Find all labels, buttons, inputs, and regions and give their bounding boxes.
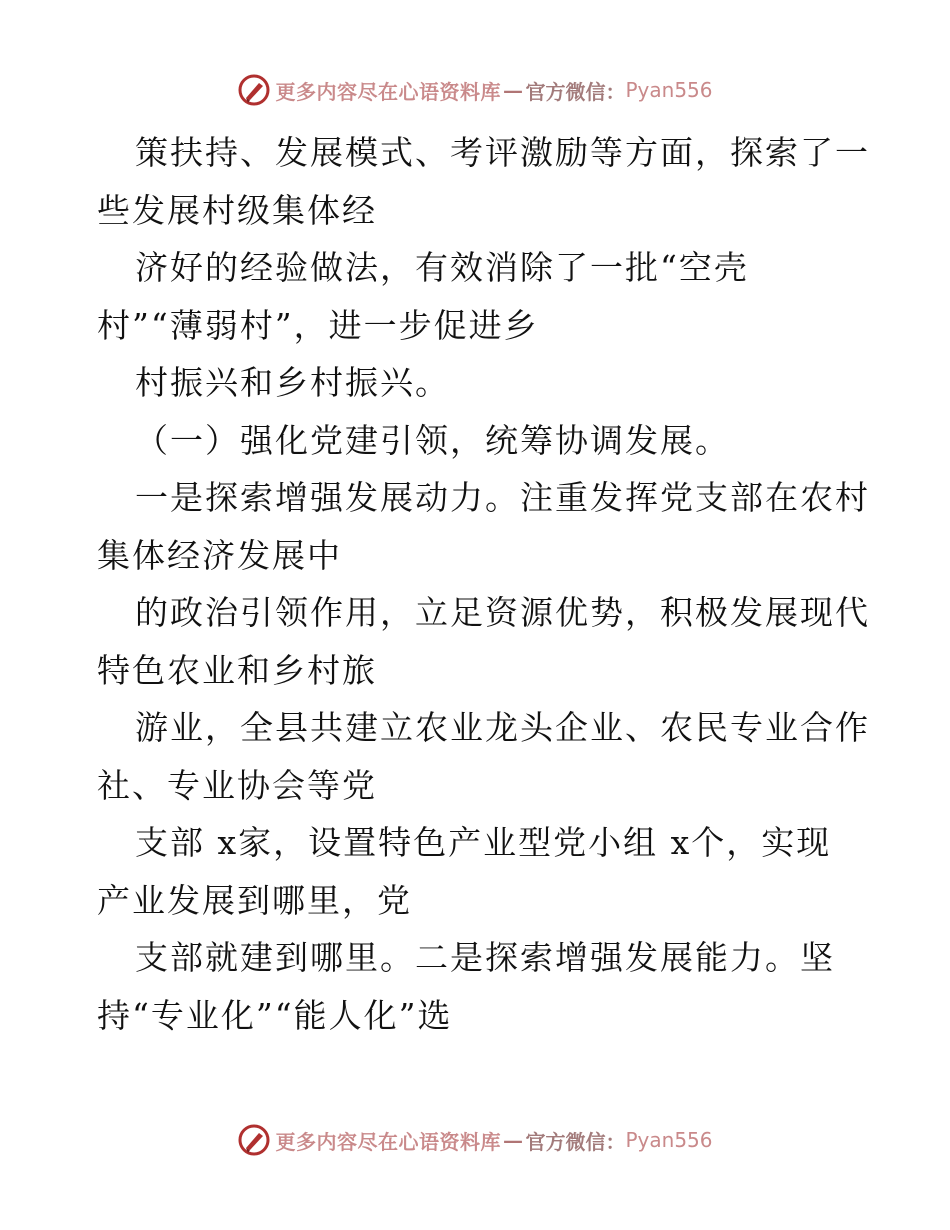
footer-dash: — bbox=[502, 1128, 524, 1152]
text-line: 集体经济发展中 bbox=[97, 535, 342, 575]
footer-brand: 更多内容尽在心语资料库 bbox=[275, 1129, 501, 1154]
pen-circle-logo-icon bbox=[237, 73, 271, 107]
text-line: 支部 x家，设置特色产业型党小组 x个，实现 bbox=[135, 823, 832, 862]
text-line: 济好的经验做法，有效消除了一批“空壳 bbox=[135, 248, 749, 287]
text-line: 游业，全县共建立农业龙头企业、农民专业合作 bbox=[135, 708, 870, 747]
text-line: 的政治引领作用，立足资源优势，积极发展现代 bbox=[135, 593, 870, 632]
header-official-label: 官方微信： bbox=[525, 79, 626, 104]
text-line: 村振兴和乡村振兴。 bbox=[135, 363, 450, 402]
text-line: 产业发展到哪里，党 bbox=[97, 880, 412, 920]
text-line: 社、专业协会等党 bbox=[97, 765, 377, 805]
document-body bbox=[97, 124, 897, 1044]
header-dash: — bbox=[502, 78, 524, 102]
section-heading: （一）强化党建引领，统筹协调发展。 bbox=[135, 420, 730, 460]
text-line: 持“专业化”“能人化”选 bbox=[97, 995, 453, 1035]
text-line: 村”“薄弱村”，进一步促进乡 bbox=[97, 305, 539, 345]
header-brand: 更多内容尽在心语资料库 bbox=[275, 79, 501, 104]
text-line: 特色农业和乡村旅 bbox=[97, 650, 377, 690]
footer-official-label: 官方微信： bbox=[525, 1129, 626, 1154]
text-line: 策扶持、发展模式、考评激励等方面，探索了一 bbox=[135, 133, 870, 172]
text-line: 支部就建到哪里。二是探索增强发展能力。坚 bbox=[135, 938, 835, 977]
header-watermark bbox=[0, 70, 950, 110]
header-wechat-id: Pyan556 bbox=[625, 78, 713, 102]
pen-circle-logo-icon bbox=[237, 1123, 271, 1157]
footer-watermark bbox=[0, 1120, 950, 1160]
text-line: 一是探索增强发展动力。注重发挥党支部在农村 bbox=[135, 478, 870, 517]
text-line: 些发展村级集体经 bbox=[97, 190, 377, 230]
footer-wechat-id: Pyan556 bbox=[625, 1128, 713, 1152]
